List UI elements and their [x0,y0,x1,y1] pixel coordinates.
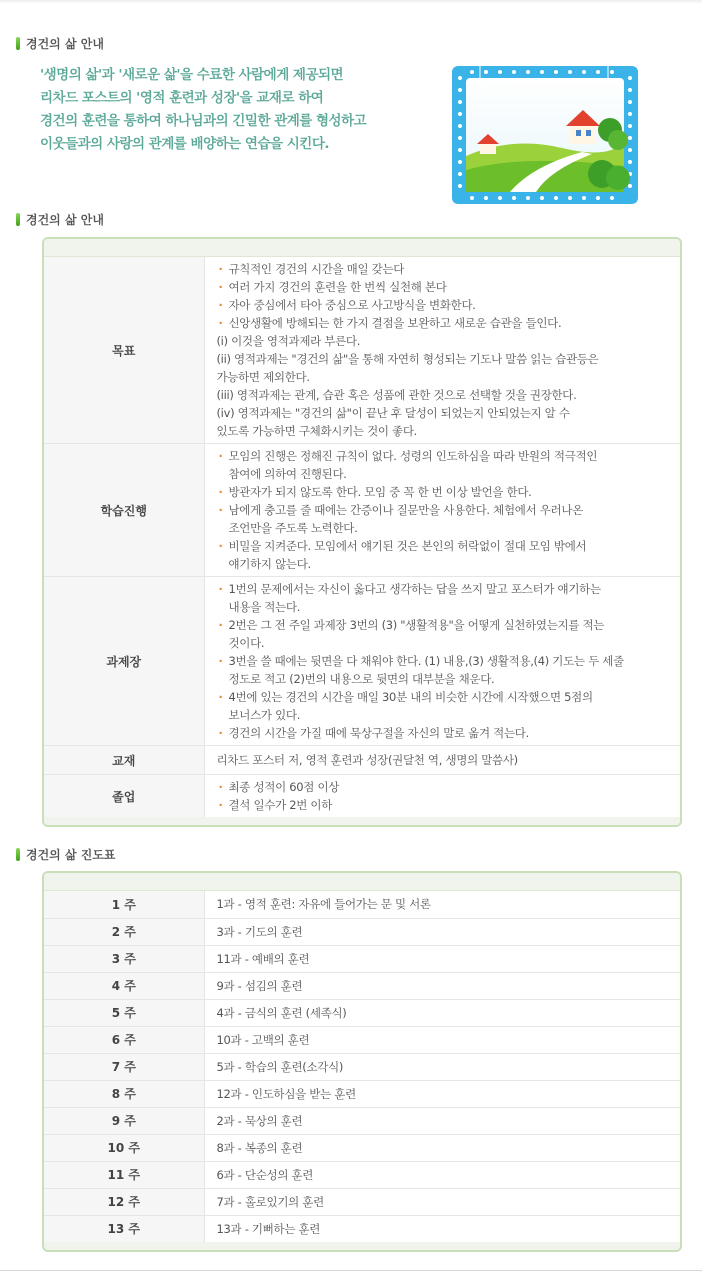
table-row [44,999,680,1026]
lesson-title: 2과 - 묵상의 훈련 [204,1107,680,1134]
list-item: · 비밀을 지켜준다. 모임에서 얘기된 것은 본인의 허락없이 절대 모임 밖에서 얘기하지 않는다. [217,537,669,573]
lesson-title: 10과 - 고백의 훈련 [204,1026,680,1053]
panel-header [44,239,680,257]
week-label: 3 주 [44,945,204,972]
assignment-content [204,577,680,746]
table-row [44,1161,680,1188]
table-row [44,972,680,999]
lesson-title: 4과 - 금식의 훈련 (세족식) [204,999,680,1026]
list-item: · 결석 일수가 2번 이하 [217,796,669,814]
lesson-title: 9과 - 섬김의 훈련 [204,972,680,999]
panel-header [44,873,680,891]
list-item: · 경건의 시간을 가질 때에 묵상구절을 자신의 말로 옮겨 적는다. [217,724,669,742]
row-label: 목표 [44,257,204,444]
intro-text [40,64,430,156]
note-line: (i) 이것을 영적과제라 부른다. [216,334,361,348]
schedule-panel [42,871,682,1252]
table-row [44,1080,680,1107]
section-title-intro-text: 경건의 삶 안내 [26,36,104,51]
table-row [44,1053,680,1080]
panel-footer [44,817,680,825]
note-line: 가능하면 제외한다. [216,370,310,384]
lesson-title: 1과 - 영적 훈련: 자유에 들어가는 문 및 서론 [204,891,680,918]
table-row [44,891,680,918]
lesson-title: 3과 - 기도의 훈련 [204,918,680,945]
table-row [44,1215,680,1242]
top-divider [0,0,702,4]
table-row [44,1188,680,1215]
week-label: 10 주 [44,1134,204,1161]
section-marker-icon [16,37,20,50]
section-marker-icon [16,848,20,861]
table-row [44,257,680,444]
week-label: 13 주 [44,1215,204,1242]
lesson-title: 12과 - 인도하심을 받는 훈련 [204,1080,680,1107]
table-row [44,918,680,945]
lesson-title: 6과 - 단순성의 훈련 [204,1161,680,1188]
table-row [44,1026,680,1053]
list-item: · 모임의 진행은 정해진 규칙이 없다. 성령의 인도하심을 따라 반원의 적극적인 참여에 의하여 진행된다. [217,447,669,483]
section-title-info [16,210,104,228]
intro-line: 리차드 포스트의 '영적 훈련과 성장'을 교재로 하여 [40,90,324,106]
table-row [44,1134,680,1161]
section-title-intro [16,34,104,52]
list-item: · 3번을 쓸 때에는 뒷면을 다 채워야 한다. (1) 내용,(3) 생활적용,(4) 기도는 두 세줄 정도로 적고 (2)번의 내용으로 뒷면의 대부분을 채운다. [217,652,669,688]
lesson-title: 8과 - 복종의 훈련 [204,1134,680,1161]
week-label: 4 주 [44,972,204,999]
week-label: 11 주 [44,1161,204,1188]
week-label: 8 주 [44,1080,204,1107]
list-item: · 최종 성적이 60점 이상 [217,778,669,796]
week-label: 12 주 [44,1188,204,1215]
note-line: 있도록 가능하면 구체화시키는 것이 좋다. [216,424,418,438]
section-title-info-text: 경건의 삶 안내 [26,212,104,227]
lesson-title: 7과 - 홀로있기의 훈련 [204,1188,680,1215]
bottom-divider [0,1270,702,1271]
list-item: · 방관자가 되지 않도록 한다. 모임 중 꼭 한 번 이상 발언을 한다. [217,483,669,501]
section-marker-icon [16,213,20,226]
note-line: (iv) 영적과제는 "경건의 삶"이 끝난 후 달성이 되었는지 안되었는지 알 수 [216,406,570,420]
lesson-title: 11과 - 예배의 훈련 [204,945,680,972]
week-label: 9 주 [44,1107,204,1134]
week-label: 7 주 [44,1053,204,1080]
table-row [44,775,680,818]
table-row [44,945,680,972]
week-label: 1 주 [44,891,204,918]
goal-content [204,257,680,444]
textbook-content: 리차드 포스터 저, 영적 훈련과 성장(권달천 역, 생명의 말씀사) [204,746,680,775]
list-item: · 2번은 그 전 주일 과제장 3번의 (3) "생활적용"을 어떻게 실천하였는지를 적는 것이다. [217,616,669,652]
week-label: 6 주 [44,1026,204,1053]
study-content [204,444,680,577]
note-line: (ii) 영적과제는 "경건의 삶"을 통해 자연히 형성되는 기도나 말씀 읽는 습관등은 [216,352,599,366]
section-title-progress [16,845,116,863]
intro-line: '생명의 삶'과 '새로운 삶'을 수료한 사람에게 제공되면 [40,67,344,83]
table-row [44,577,680,746]
info-table [44,257,680,817]
panel-footer [44,1242,680,1250]
list-item: · 4번에 있는 경건의 시간을 매일 30분 내의 비슷한 시간에 시작했으면 5점의 보너스가 있다. [217,688,669,724]
schedule-table [44,891,680,1242]
lesson-title: 5과 - 학습의 훈련(소각식) [204,1053,680,1080]
note-line: (iii) 영적과제는 관계, 습관 혹은 성품에 관한 것으로 선택할 것을 권장한다. [216,388,577,402]
list-item: · 1번의 문제에서는 자신이 옳다고 생각하는 답을 쓰지 말고 포스터가 얘기하는 내용을 적는다. [217,580,669,616]
row-label: 졸업 [44,775,204,818]
info-panel [42,237,682,827]
landscape-illustration [452,66,638,204]
list-item: · 남에게 충고를 줄 때에는 간증이나 질문만을 사용한다. 체험에서 우러나온 조언만을 주도록 노력한다. [217,501,669,537]
week-label: 2 주 [44,918,204,945]
week-label: 5 주 [44,999,204,1026]
table-row [44,1107,680,1134]
intro-line: 경건의 훈련을 통하여 하나님과의 긴밀한 관계를 형성하고 [40,113,367,129]
list-item: · 여러 가지 경건의 훈련을 한 번씩 실천해 본다 [217,278,669,296]
intro-line: 이웃들과의 사랑의 관계를 배양하는 연습을 시킨다. [40,136,329,152]
row-label: 교재 [44,746,204,775]
graduation-content [204,775,680,818]
table-row [44,746,680,775]
list-item: · 자아 중심에서 타아 중심으로 사고방식을 변화한다. [217,296,669,314]
lesson-title: 13과 - 기뻐하는 훈련 [216,1221,321,1236]
list-item: · 규칙적인 경건의 시간을 매일 갖는다 [217,260,669,278]
list-item: · 신앙생활에 방해되는 한 가지 결점을 보완하고 새로운 습관을 들인다. [217,314,669,332]
row-label: 학습진행 [44,444,204,577]
table-row [44,444,680,577]
row-label: 과제장 [44,577,204,746]
section-title-progress-text: 경건의 삶 진도표 [26,847,116,862]
